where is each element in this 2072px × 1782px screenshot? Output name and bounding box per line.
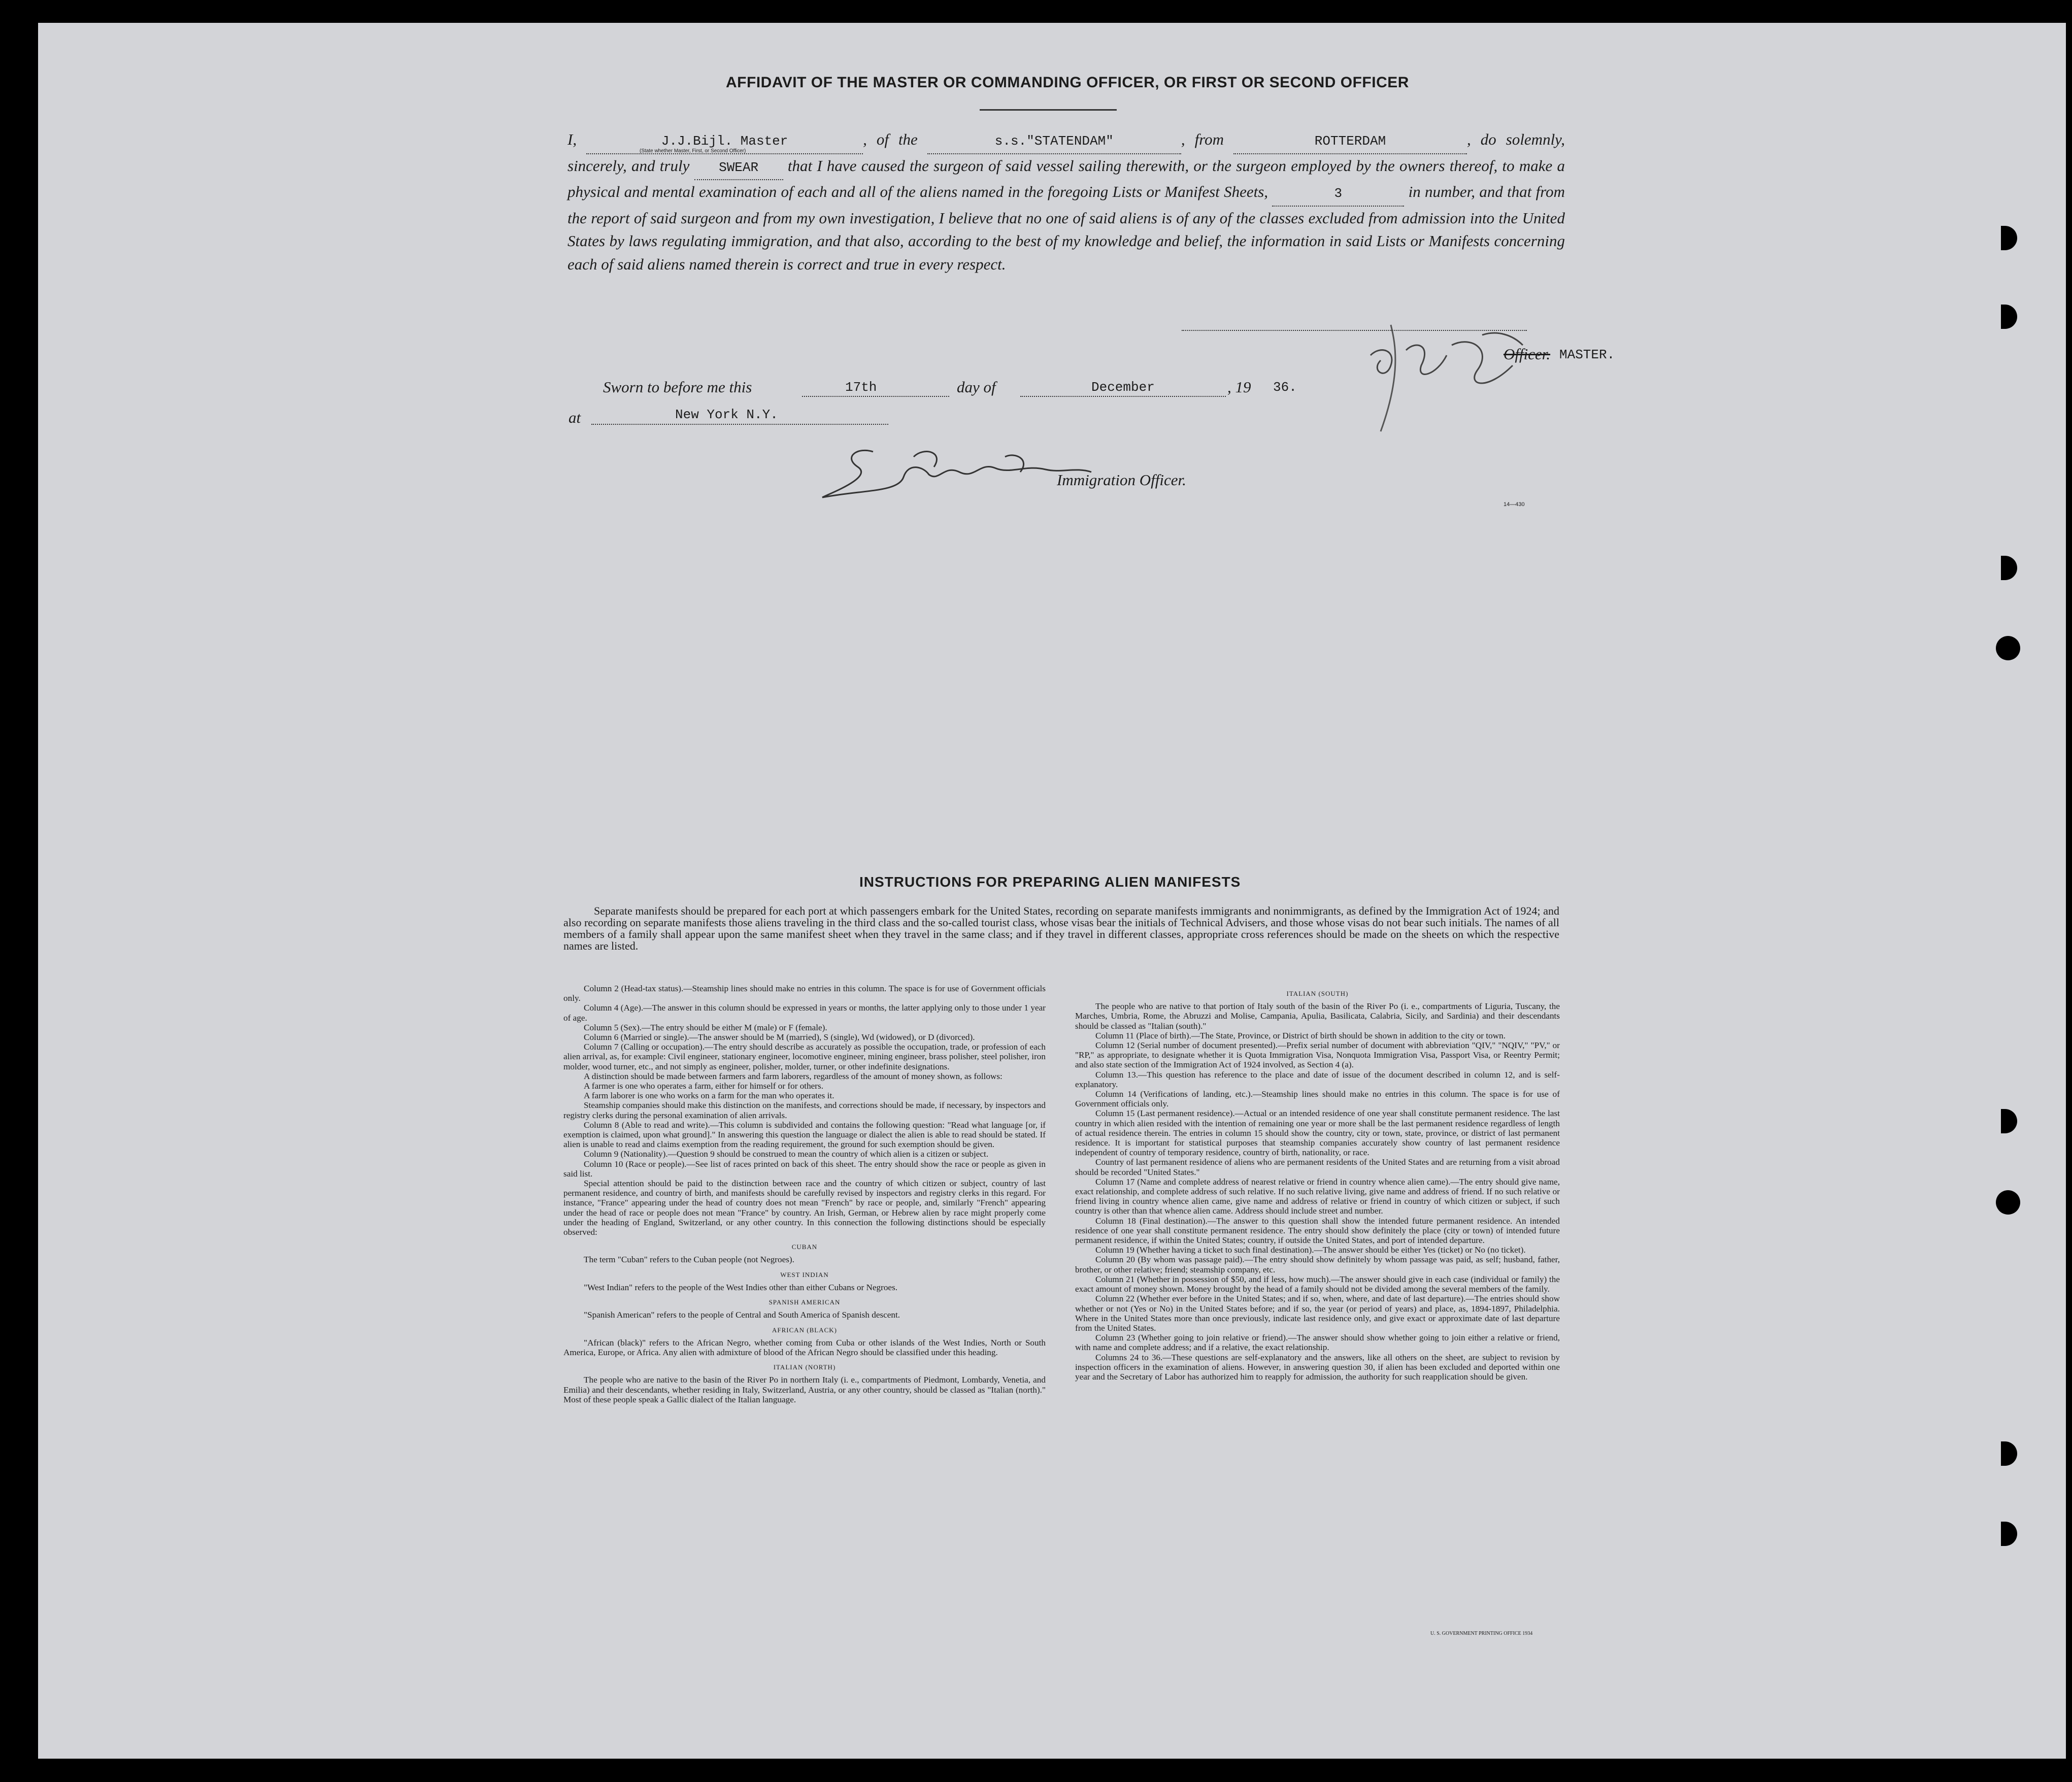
instructions-left-column <box>563 984 1046 1404</box>
column-5-note: Column 5 (Sex).—The entry should be either M (male) or F (female). <box>584 1022 827 1032</box>
cuban-note: The term "Cuban" refers to the Cuban people (not Negroes). <box>584 1255 794 1265</box>
african-note: "African (black)" refers to the African Negro, whether coming from Cuba or other islands of the West Indies, North or South America, Europe, or Africa. Any alien with admixture of blood of the African Negro should be classified under this heading. <box>563 1337 1046 1357</box>
instructions-intro: Separate manifests should be prepared for each port at which passengers embark for the United States, recording on separate manifests immigrants and nonimmigrants, as defined by the Immigration Act of 1924; and also recording on separate manifests those aliens traveling in the third class and the so-called tourist class, whose visas bear the initials of Technical Advisers, and those whose visas do not bear such initials. The names of all members of a family shall appear upon the same manifest sheet when they travel in the same class; and if they travel in different classes, appropriate cross references should be made on the sheets on which the respective names are listed. <box>563 904 1559 952</box>
farm-laborer-definition: A farm laborer is one who works on a farm for the man who operates it. <box>584 1091 834 1101</box>
column-15-note: Column 15 (Last permanent residence).—Actual or an intended residence of one year shall constitute permanent residence. The last country in which alien resided with the intention of remaining one year or more shall be the last permanent residence regardless of length of actual residence therein. The entries in column 15 should show the country, city or town, state, province, or district of last permanent residence. It is important for statistical purposes that steamship companies accurately show country of last permanent residence independent of country of temporary residence, country of birth, nationality, or race. <box>1075 1108 1560 1158</box>
column-12-note: Column 12 (Serial number of document presented).—Prefix serial number of document with abbreviation "QIV," "NQIV," "PV," or "RP," as appropriate, to designate whether it is Quota Immigration Visa, Nonquota Immigration Visa, Passport Visa, or Reentry Permit; and also state section of the Immigration Act of 1924 involved, as Section 4 (a). <box>1075 1040 1560 1070</box>
immigration-officer-label: Immigration Officer. <box>1057 471 1186 489</box>
heading-cuban: CUBAN <box>791 1243 818 1251</box>
italian-north-note: The people who are native to the basin of the River Po in northern Italy (i. e., compartments of Piedmont, Lombardy, Venetia, and Emilia) and their descendants, whether residing in Italy, Switzerland, Austria, or any other country, should be classed as "Italian (north)." Most of these people speak a Gallic dialect of the Italian language. <box>563 1375 1046 1404</box>
column-22-note: Column 22 (Whether ever before in the United States; and if so, when, where, and date of last departure).—The entries should show whether or not (Yes or No) in the United States before; and if so, the year (or period of years) and place, as, 1894-1897, Philadelphia. Where in the United States more than once previously, indicate last residence only, and give exact or approximate date of last departure from the United States. <box>1075 1294 1560 1333</box>
officer-title: MASTER. <box>1559 347 1615 362</box>
residence-note: Country of last permanent residence of aliens who are permanent residents of the United States and are returning from a visit abroad should be recorded "United States." <box>1075 1157 1560 1177</box>
day-of-label: day of <box>957 378 996 396</box>
officer-rank-subscript: (State whether Master, First, or Second Officer) <box>640 148 746 154</box>
immigration-officer-signature <box>812 436 1096 508</box>
column-4-note: Column 4 (Age).—The answer in this column should be expressed in years or months, the latter applying only to those under 1 year of age. <box>563 1003 1046 1023</box>
column-17-note: Column 17 (Name and complete address of nearest relative or friend in country whence alien came).—The entry should give name, exact relationship, and complete address of such relative. If no such relative living, give name and address of friend. If no such relative or friend living in country whence alien came, give name and address of relative or friend in country of which citizen or subject, if such country is other than that whence alien came. Address should include street and number. <box>1075 1176 1560 1216</box>
column-19-note: Column 19 (Whether having a ticket to such final destination).—The answer should be either Yes (ticket) or No (no ticket). <box>1095 1245 1526 1255</box>
heading-italian-south: ITALIAN (SOUTH) <box>1286 990 1349 997</box>
printer-imprint: U. S. GOVERNMENT PRINTING OFFICE 1934 <box>1430 1631 1533 1636</box>
farmer-distinction: A distinction should be made between farmers and farm laborers, regardless of the amount of money shown, as follows: <box>584 1071 1002 1081</box>
officer-struck-label: Officer. <box>1503 345 1551 363</box>
lead-i: I, <box>567 130 577 148</box>
punch-hole <box>1996 636 2020 660</box>
spanish-american-note: "Spanish American" refers to the people of Central and South America of Spanish descent. <box>584 1310 900 1320</box>
punch-hole <box>1996 1190 2020 1215</box>
master-signature <box>1360 315 1528 436</box>
instructions-right-column <box>1075 984 1560 1382</box>
west-indian-note: "West Indian" refers to the people of the West Indies other than either Cubans or Negroes. <box>584 1282 898 1292</box>
race-distinction-note: Special attention should be paid to the distinction between race and the country of which citizen or subject, country of last permanent residence, and country of birth, and manifests should be carefully revised by inspectors and registry clerks in this regard. For instance, "France" appearing under the head of country does not mean "French" by race or people, and, similarly "French" appearing under the head of race or people does not mean "France" by country. An Irish, German, or Hebrew alien by race might properly come under the heading of England, Switzerland, or any other country. In this connection the following distinctions should be especially observed: <box>563 1179 1046 1237</box>
officer-name-field: J.J.Bijl. Master <box>586 130 863 154</box>
column-7-note: Column 7 (Calling or occupation).—The entry should describe as accurately as possible the occupation, trade, or profession of each alien arrival, as, for example: Civil engineer, stationary engineer, locomotive engineer, mining engineer, brass polisher, steel polisher, iron molder, wood turner, etc., and not simply as engineer, polisher, molder, turner, or other indefinite designations. <box>563 1042 1046 1071</box>
month-value: December <box>1091 380 1155 395</box>
column-11-note: Column 11 (Place of birth).—The State, Province, or District of birth should be shown in addition to the city or town. <box>1095 1030 1506 1040</box>
of-the-label: , of the <box>863 130 918 148</box>
column-2-note: Column 2 (Head-tax status).—Steamship lines should make no entries in this column. The space is for use of Government officials only. <box>563 984 1046 1003</box>
caused-text: that I have caused the surgeon of said vessel sailing therewith, or the surgeon employed by the owners thereof, to make a physical and mental examination of each and all of the aliens named in the foregoing Lists or Manifest Sheets, <box>567 156 1565 200</box>
steamship-note: Steamship companies should make this distinction on the manifests, and corrections should be made, if necessary, by inspectors and registry clerks during the personal examination of alien arrivals. <box>563 1100 1046 1120</box>
from-label: , from <box>1181 130 1224 148</box>
heading-italian-north: ITALIAN (NORTH) <box>773 1363 836 1371</box>
oath-field: SWEAR <box>694 156 783 181</box>
at-label: at <box>569 409 581 426</box>
rest-text: in number, and that from the report of said surgeon and from my own investigation, I believe that no one of said aliens is of any of the classes excluded from admission into the United States by laws regulating immigration, and that also, according to the best of my knowledge and belief, the information in said Lists or Manifests concerning each of said aliens named therein is correct and true in every respect. <box>567 183 1565 273</box>
column-10-note: Column 10 (Race or people).—See list of races printed on back of this sheet. The entry should show the race or people as given in said list. <box>563 1159 1046 1179</box>
heading-african: AFRICAN (BLACK) <box>772 1326 838 1334</box>
sworn-label: Sworn to before me this <box>603 378 752 396</box>
title-rule <box>980 109 1117 111</box>
instructions-title: INSTRUCTIONS FOR PREPARING ALIEN MANIFESTS <box>859 874 1241 890</box>
column-6-note: Column 6 (Married or single).—The answer should be M (married), S (single), Wd (widowed), or D (divorced). <box>584 1032 975 1043</box>
affidavit-title: AFFIDAVIT OF THE MASTER OR COMMANDING OFFICER, OR FIRST OR SECOND OFFICER <box>726 74 1409 91</box>
document-page <box>38 23 2066 1759</box>
column-23-note: Column 23 (Whether going to join relative or friend).—The answer should show whether going to join either a relative or friend, with name and complete address; and if a relative, the exact relationship. <box>1075 1333 1560 1353</box>
farmer-definition: A farmer is one who operates a farm, either for himself or for others. <box>584 1081 824 1091</box>
heading-spanish-american: SPANISH AMERICAN <box>768 1298 841 1306</box>
form-number: 14—430 <box>1503 501 1525 508</box>
column-8-note: Column 8 (Able to read and write).—This column is subdivided and contains the following question: "Read what language [or, if exemption is claimed, upon what ground]." In answering this question the language or dialect the alien is able to read should be stated. If alien is unable to read and claims exemption from the reading requirement, the ground for such exemption should be given. <box>563 1120 1046 1150</box>
month-line <box>1020 396 1226 397</box>
year-value: 36. <box>1273 380 1297 395</box>
italian-south-note: The people who are native to that portion of Italy south of the basin of the River Po (i. e., compartments of Liguria, Tuscany, the Marches, Umbria, Rome, the Abruzzi and Molise, Campania, Apulia, Basilicata, Calabria, Sicily, and Sardinia) and their descendants should be classed as "Italian (south)." <box>1075 1001 1560 1031</box>
place-line <box>591 424 888 425</box>
day-line <box>802 396 949 397</box>
port-field: ROTTERDAM <box>1233 130 1467 154</box>
vessel-field: s.s."STATENDAM" <box>927 130 1181 154</box>
columns-24-36-note: Columns 24 to 36.—These questions are self-explanatory and the answers, like all others on the sheet, are subject to revision by inspection officers in the examination of aliens. However, in answering question 30, if alien has been excluded and deported within one year and the Secretary of Labor has authorized him to reapply for admission, the authority for such reapplication should be given. <box>1075 1352 1560 1382</box>
column-20-note: Column 20 (By whom was passage paid).—The entry should show definitely by whom passage was paid, as self; husband, father, brother, or other relative; friend; steamship company, etc. <box>1075 1255 1560 1274</box>
column-13-note: Column 13.—This question has reference to the place and date of issue of the document described in column 12, and is self-explanatory. <box>1075 1069 1560 1089</box>
column-18-note: Column 18 (Final destination).—The answer to this question shall show the intended future permanent residence. An intended residence of one year shall constitute permanent residence. The entry should show definitely the place (city or town) of intended future permanent residence, if within the United States; country, if outside the United States, and port of intended departure. <box>1075 1216 1560 1246</box>
column-9-note: Column 9 (Nationality).—Question 9 should be construed to mean the country of which alien is a citizen or subject. <box>584 1149 989 1159</box>
column-21-note: Column 21 (Whether in possession of $50, and if less, how much).—The answer should give in each case (individual or family) the exact amount of money shown. Money brought by the head of a family should not be divided among the several members of the family. <box>1075 1274 1560 1294</box>
heading-west-indian: WEST INDIAN <box>780 1270 829 1279</box>
year-prefix: , 19 <box>1227 378 1251 396</box>
place-value: New York N.Y. <box>675 407 778 422</box>
solemnly-text: solemnly, sincerely, and truly <box>567 130 1565 175</box>
do-label: , do <box>1467 130 1496 148</box>
day-value: 17th <box>845 380 877 395</box>
sheets-count-field: 3 <box>1272 182 1404 207</box>
column-14-note: Column 14 (Verifications of landing, etc.).—Steamship lines should make no entries in this column. The space is for use of Government officials only. <box>1075 1089 1560 1109</box>
